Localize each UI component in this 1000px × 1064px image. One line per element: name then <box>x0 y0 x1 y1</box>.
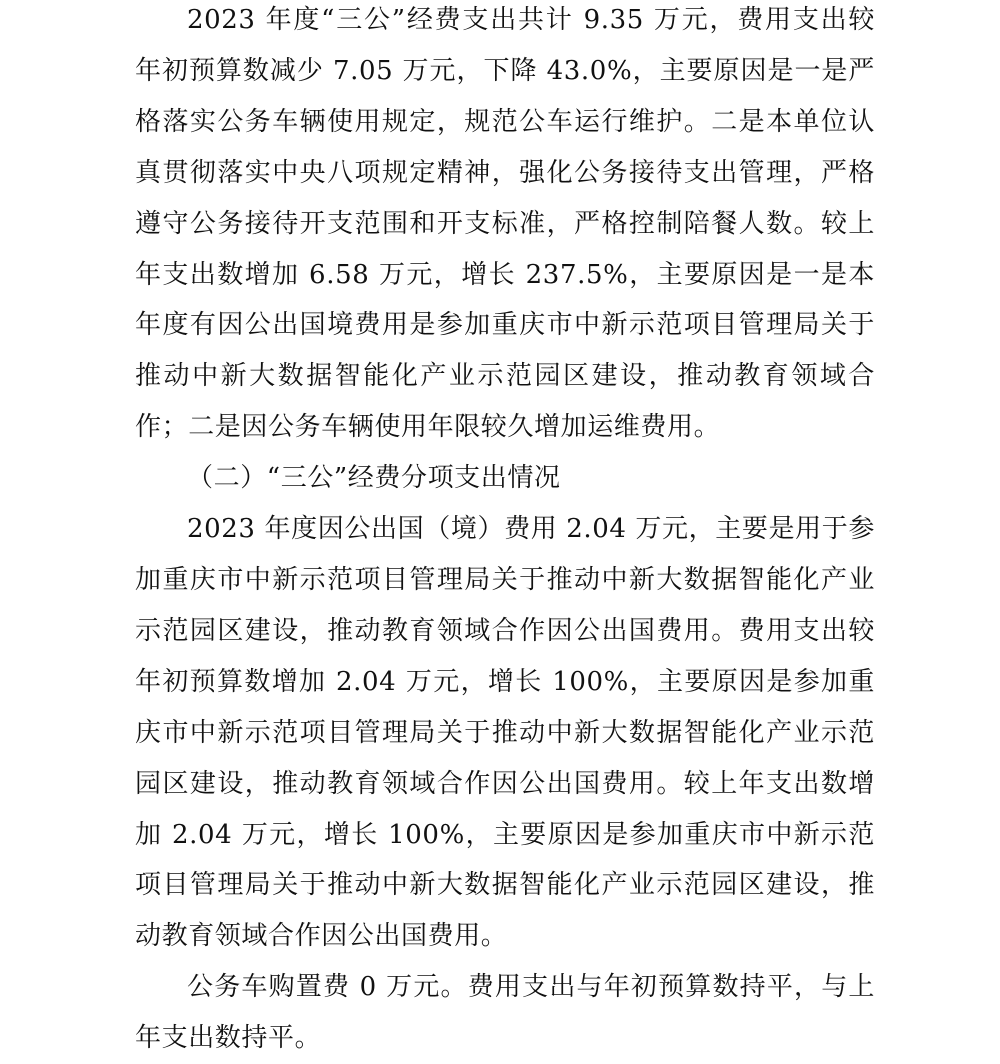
section-heading-itemized: （二）“三公”经费分项支出情况 <box>187 463 561 494</box>
paragraph-overview: 2023 年度“三公”经费支出共计 9.35 万元，费用支出较年初预算数减少 7.05 万元，下降 43.0%，主要原因是一是严格落实公务车辆使用规定，规范公车运行维护。二是本单位认真贯彻落实中央八项规定精神，强化公务接待支出管理，严格遵守公务接待开支范围和开支标准，严格控制陪餐人数。较上年支出数增加 6.58 万元，增长 237.5%，主要原因是一是本年度有因公出国境费用是参加重庆市中新示范项目管理局关于推动中新大数据智能化产业示范园区建设，推动教育领域合作；二是因公务车辆使用年限较久增加运维费用。 <box>135 5 875 443</box>
document-page <box>135 0 875 1064</box>
paragraph-overseas-travel: 2023 年度因公出国（境）费用 2.04 万元，主要是用于参加重庆市中新示范项目管理局关于推动中新大数据智能化产业示范园区建设，推动教育领域合作因公出国费用。费用支出较年初预算数增加 2.04 万元，增长 100%，主要原因是参加重庆市中新示范项目管理局关于推动中新大数据智能化产业示范园区建设，推动教育领域合作因公出国费用。较上年支出数增加 2.04 万元，增长 100%，主要原因是参加重庆市中新示范项目管理局关于推动中新大数据智能化产业示范园区建设，推动教育领域合作因公出国费用。 <box>135 514 875 952</box>
paragraph-vehicle-purchase: 公务车购置费 0 万元。费用支出与年初预算数持平，与上年支出数持平。 <box>135 972 875 1054</box>
